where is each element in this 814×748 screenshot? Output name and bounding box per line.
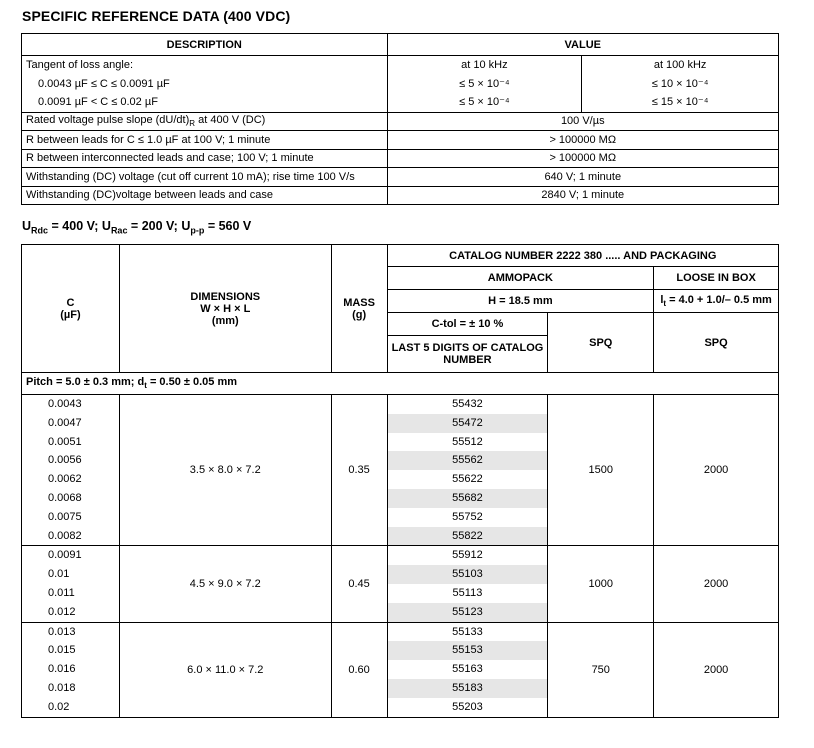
cap-value: 0.0091 [48, 549, 82, 562]
pulse-slope-label: Rated voltage pulse slope $(dU/dt)_R$ at 400 V (DC) [22, 112, 388, 131]
freq-10k: at 10 kHz [461, 59, 508, 71]
catalog-number: 55432 [452, 398, 483, 410]
header-catalog-number: CATALOG NUMBER 2222 380 ..... AND PACKAGING [387, 245, 778, 267]
freq-100k: at 100 kHz [653, 59, 707, 71]
specific-reference-table [21, 33, 779, 205]
spec-row-value: 2840 V; 1 minute [387, 186, 778, 205]
header-spq-ammo: SPQ [548, 313, 654, 373]
header-h-value: H = 18.5 mm [387, 290, 654, 313]
header-lt-value: $l_t = 4.0 + 1.0/-$ 0.5 mm [654, 290, 779, 313]
tan-range-2: 0.0091 µF < C ≤ 0.02 µF [38, 96, 158, 108]
catalog-number: 55472 [388, 414, 548, 433]
pitch-row: Pitch = 5.0 ± 0.3 mm; $d_t = 0.50 \pm 0.05$ mm [22, 373, 779, 395]
tan-100k-cell [582, 56, 779, 113]
capacitance-list [22, 622, 120, 717]
catalog-list [387, 622, 548, 717]
catalog-number: 55103 [388, 565, 548, 584]
cap-value: 0.0062 [48, 473, 82, 486]
tan-delta-label: Tangent of loss angle: [26, 59, 134, 71]
catalog-number: 55203 [452, 700, 483, 713]
cap-value: 0.015 [48, 644, 76, 657]
dimensions-value: 3.5 × 8.0 × 7.2 [119, 395, 331, 546]
cap-value: 0.0056 [48, 454, 82, 467]
header-ctol: C-tol = ± 10 % [387, 313, 548, 336]
dimensions-value: 6.0 × 11.0 × 7.2 [119, 622, 331, 717]
spec-row-value: 640 V; 1 minute [387, 168, 778, 187]
catalog-number: 55123 [388, 603, 548, 622]
spq-ammo-value: 1000 [548, 546, 654, 622]
catalog-list [387, 395, 548, 546]
catalog-number: 55912 [452, 549, 483, 562]
cap-value: 0.016 [48, 663, 76, 676]
mass-value: 0.45 [331, 546, 387, 622]
header-loose-in-box: LOOSE IN BOX [654, 267, 779, 290]
catalog-number: 55752 [452, 510, 483, 523]
spec-row-label: R between interconnected leads and case; 100 V; 1 minute [22, 149, 388, 168]
catalog-number: 55153 [388, 641, 548, 660]
spq-ammo-value: 1500 [548, 395, 654, 546]
cap-value: 0.0075 [48, 510, 82, 523]
cap-value: 0.0043 [48, 398, 82, 410]
capacitance-list [22, 546, 120, 622]
header-last5: LAST 5 DIGITS OF CATALOG NUMBER [387, 336, 548, 373]
voltage-ratings: $U_{Rdc} = 400$ V; $U_{Rac} = 200$ V; $U_{p-p} = 560$ V [22, 219, 252, 236]
catalog-number: 55163 [452, 663, 483, 676]
catalog-number: 55183 [388, 679, 548, 698]
header-mass: MASS (g) [331, 245, 387, 373]
header-spq-loose: SPQ [654, 313, 779, 373]
tan-delta-cell [22, 56, 388, 113]
spq-ammo-value: 750 [548, 622, 654, 717]
header-ammopack: AMMOPACK [387, 267, 654, 290]
catalog-list [387, 546, 548, 622]
capacitance-list [22, 395, 120, 546]
cap-value: 0.012 [48, 605, 76, 618]
catalog-number: 55822 [388, 527, 548, 546]
cap-value: 0.018 [48, 681, 76, 694]
spq-loose-value: 2000 [654, 622, 779, 717]
spec-row-label: Withstanding (DC)voltage between leads and case [22, 186, 388, 205]
spec-row-value: > 100000 MΩ [387, 149, 778, 168]
tan-10k-1: ≤ 5 × 10⁻⁴ [459, 77, 510, 90]
mass-value: 0.35 [331, 395, 387, 546]
catalog-number: 55622 [452, 473, 483, 486]
tan-range-1: 0.0043 µF ≤ C ≤ 0.0091 µF [38, 77, 170, 90]
header-description: DESCRIPTION [22, 34, 388, 56]
tan-10k-cell [387, 56, 582, 113]
catalog-number: 55562 [388, 451, 548, 470]
spq-loose-value: 2000 [654, 546, 779, 622]
spec-row-label: R between leads for C ≤ 1.0 µF at 100 V; 1 minute [22, 131, 388, 150]
mass-value: 0.60 [331, 622, 387, 717]
cap-value: 0.011 [48, 586, 75, 599]
header-dimensions: DIMENSIONS W × H × L (mm) [119, 245, 331, 373]
spec-row-label: Withstanding (DC) voltage (cut off current 10 mA); rise time 100 V/s [22, 168, 388, 187]
catalog-table [21, 244, 779, 718]
cap-value: 0.0082 [48, 529, 82, 542]
tan-10k-2: ≤ 5 × 10⁻⁴ [459, 96, 510, 108]
spec-row-value: > 100000 MΩ [387, 131, 778, 150]
cap-value: 0.0047 [48, 416, 82, 429]
spq-loose-value: 2000 [654, 395, 779, 546]
cap-value: 0.01 [48, 568, 70, 581]
header-value: VALUE [387, 34, 778, 56]
tan-100k-1: ≤ 10 × 10⁻⁴ [651, 77, 709, 90]
pulse-slope-value: 100 V/µs [387, 112, 778, 131]
cap-value: 0.013 [48, 625, 76, 638]
cap-value: 0.0068 [48, 491, 82, 504]
cap-value: 0.02 [48, 700, 70, 713]
cap-value: 0.0051 [48, 435, 82, 448]
tan-100k-2: ≤ 15 × 10⁻⁴ [651, 96, 709, 108]
page-title: SPECIFIC REFERENCE DATA (400 VDC) [22, 8, 291, 24]
catalog-number: 55113 [452, 586, 483, 599]
dimensions-value: 4.5 × 9.0 × 7.2 [119, 546, 331, 622]
catalog-number: 55512 [452, 435, 483, 448]
catalog-number: 55133 [452, 625, 483, 638]
catalog-number: 55682 [388, 489, 548, 508]
header-capacitance: C (µF) [22, 245, 120, 373]
